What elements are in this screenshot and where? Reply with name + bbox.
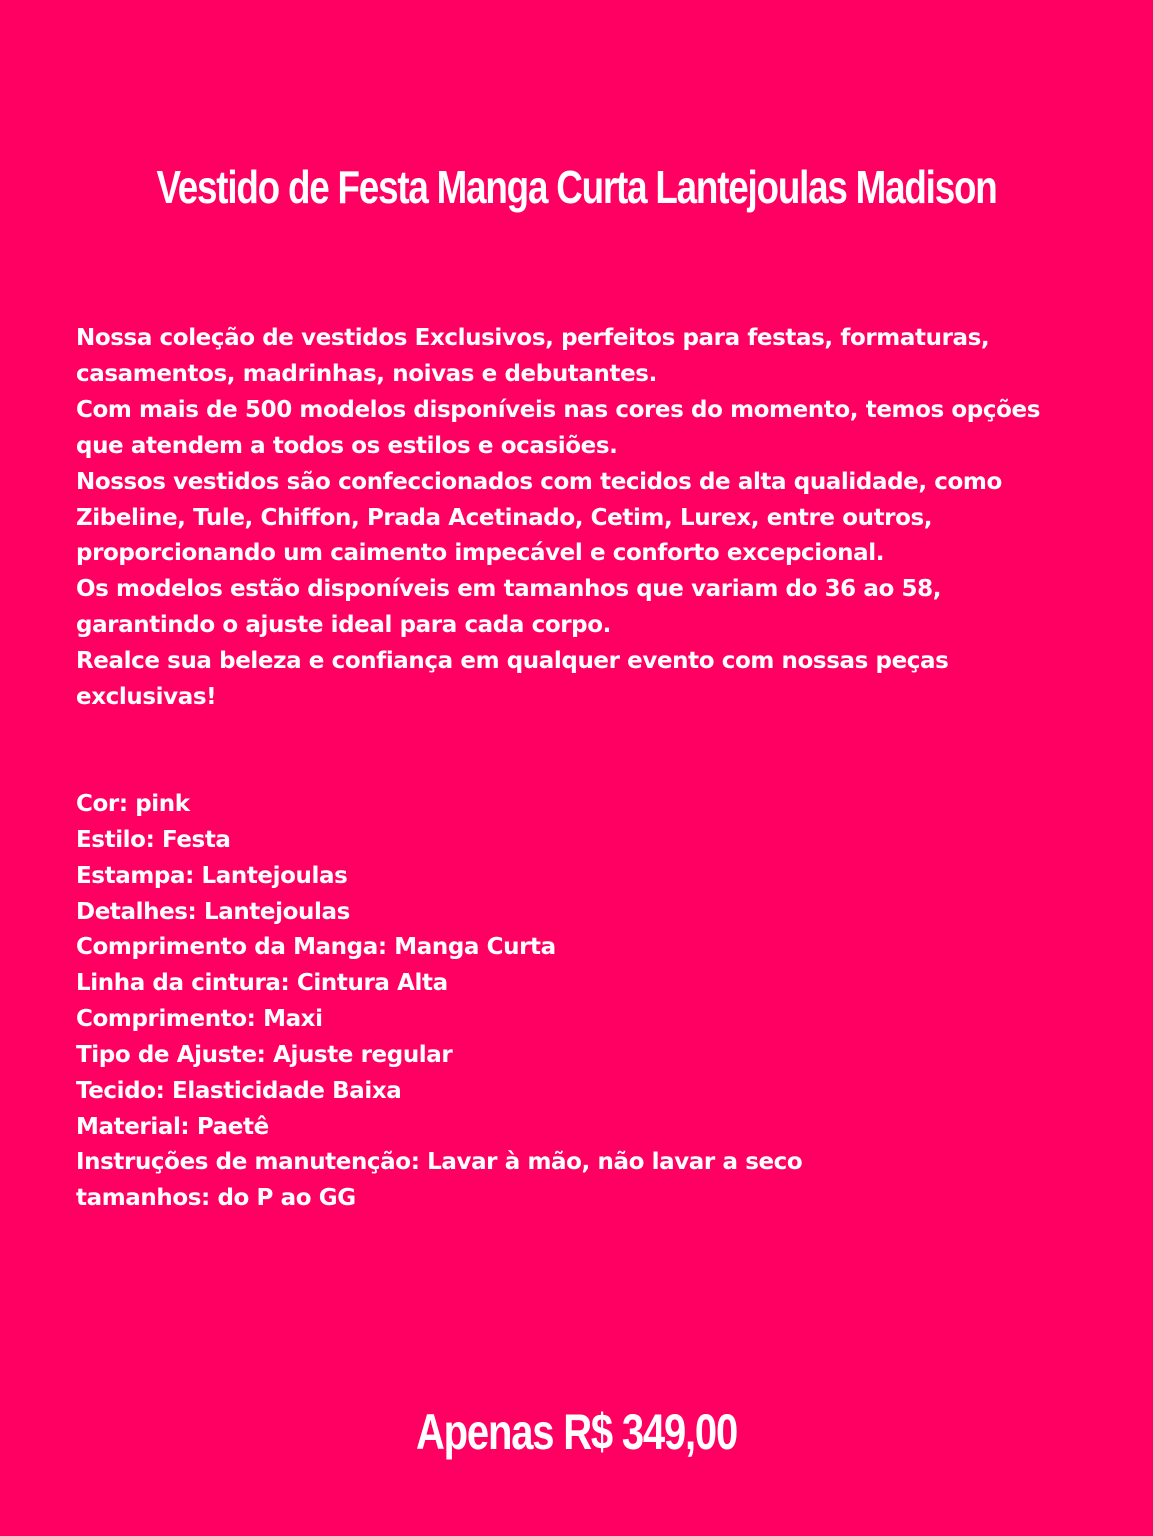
- page-title: Vestido de Festa Manga Curta Lantejoulas Madison: [156, 160, 997, 213]
- spec-item: Detalhes: Lantejoulas: [76, 898, 350, 925]
- spec-item: Tipo de Ajuste: Ajuste regular: [76, 1041, 453, 1068]
- spec-item: Estilo: Festa: [76, 826, 231, 853]
- spec-item: Material: Paetê: [76, 1113, 269, 1140]
- description-paragraph: Realce sua beleza e confiança em qualquer evento com nossas peças exclusivas!: [76, 648, 949, 711]
- product-specs-list: [76, 787, 1076, 1217]
- spec-item: Comprimento: Maxi: [76, 1006, 323, 1033]
- description-paragraph: Nossos vestidos são confeccionados com tecidos de alta qualidade, como Zibeline, Tule, Chiffon, Prada Acetinado, Cetim, Lurex, entre outros, proporcionando um caimento impecável e conforto excepcional.: [76, 468, 1002, 567]
- description-paragraph: Os modelos estão disponíveis em tamanhos que variam do 36 ao 58, garantindo o ajuste ideal para cada corpo.: [76, 576, 942, 639]
- spec-item: Cor: pink: [76, 791, 190, 817]
- price-label: Apenas R$ 349,00: [416, 1404, 737, 1460]
- description-paragraph: Nossa coleção de vestidos Exclusivos, perfeitos para festas, formaturas, casamentos, madrinhas, noivas e debutantes.: [76, 325, 990, 387]
- spec-item: Estampa: Lantejoulas: [76, 862, 348, 889]
- spec-item: Instruções de manutenção: Lavar à mão, não lavar a seco: [76, 1149, 803, 1176]
- description-paragraph: Com mais de 500 modelos disponíveis nas cores do momento, temos opções que atendem a todos os estilos e ocasiões.: [76, 396, 1040, 459]
- spec-item: Linha da cintura: Cintura Alta: [76, 970, 448, 997]
- product-description: [76, 321, 1086, 716]
- spec-item: tamanhos: do P ao GG: [76, 1185, 356, 1212]
- spec-item: Comprimento da Manga: Manga Curta: [76, 934, 556, 961]
- spec-item: Tecido: Elasticidade Baixa: [76, 1077, 402, 1104]
